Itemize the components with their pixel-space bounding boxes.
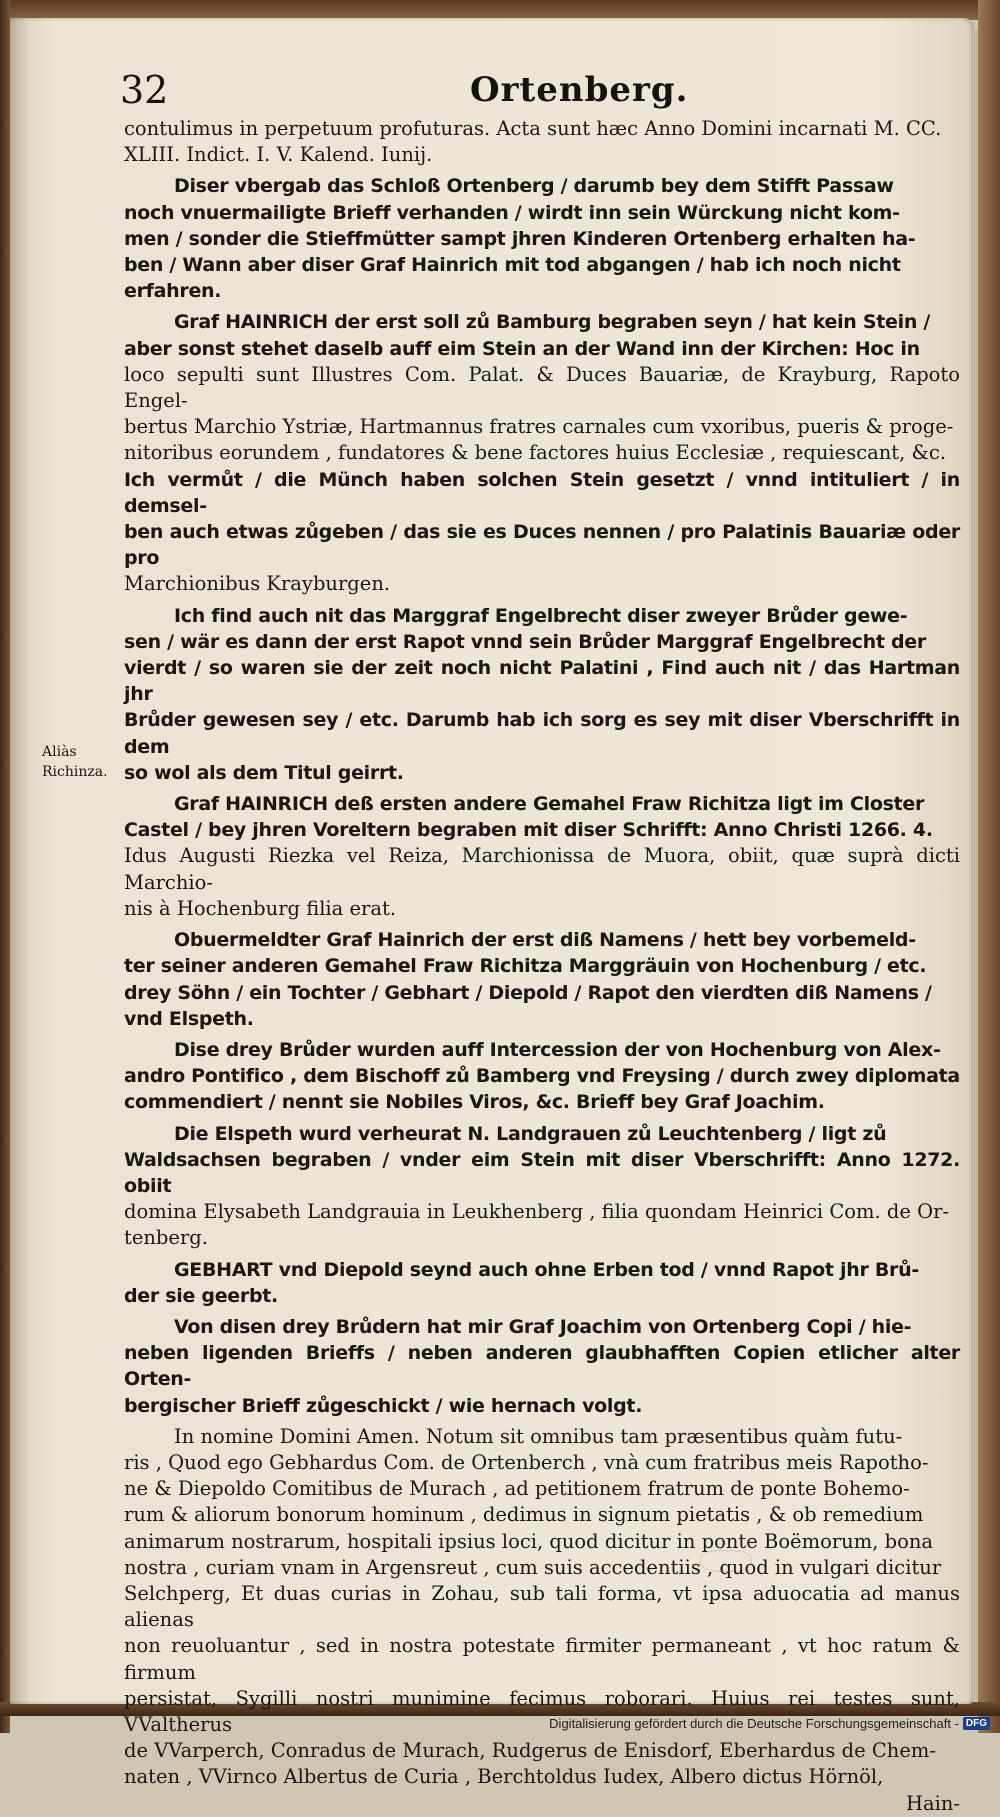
text-line: drey Söhn / ein Tochter / Gebhart / Diepold / Rapot den vierdten diß Namens / [124, 981, 932, 1004]
text-line: Ich find auch nit das Marggraf Engelbrecht diser zweyer Brůder gewe- [174, 604, 908, 627]
text-line: domina Elysabeth Landgrauia in Leukhenberg , filia quondam Heinrici Com. de Or- [124, 1200, 950, 1224]
footer-text: Digitalisierung gefördert durch die Deutsche Forschungsgemeinschaft - [549, 1716, 959, 1731]
text-line: erfahren. [124, 280, 222, 303]
text-line: commendiert / nennt sie Nobiles Viros, &c. Brieff bey Graf Joachim. [124, 1091, 825, 1114]
text-line: bertus Marchio Ystriæ, Hartmannus fratres carnales cum vxoribus, pueris & proge- [124, 415, 954, 439]
text-line: vnd Elspeth. [124, 1007, 254, 1030]
text-line: Brůder gewesen sey / etc. Darumb hab ich sorg es sey mit diser Vberschrifft in dem [124, 709, 960, 758]
text-line: noch vnuermailigte Brieff verhanden / wirdt inn sein Würckung nicht kom- [124, 201, 900, 224]
text-line: men / sonder die Stieffmütter sampt jhren Kinderen Ortenberg erhalten ha- [124, 227, 916, 250]
text-line: Idus Augusti Riezka vel Reiza, Marchionissa de Muora, obiit, quæ suprà dicti Marchio- [124, 844, 960, 894]
text-line: ben auch etwas zůgeben / das sie es Duces nennen / pro Palatinis Bauariæ oder pro [124, 521, 960, 570]
text-line: naten , VVirnco Albertus de Curia , Berchtoldus Iudex, Albero dictus Hörnöl, [124, 1765, 884, 1789]
text-line: Von disen drey Brůdern hat mir Graf Joachim von Ortenberg Copi / hie- [174, 1315, 912, 1338]
text-line: Graf HAINRICH der erst soll zů Bamburg begraben seyn / hat kein Stein / [174, 311, 930, 334]
book-cover-top [0, 0, 1000, 20]
text-line: Obuermeldter Graf Hainrich der erst diß Namens / hett bey vorbemeld- [174, 929, 916, 952]
page-text [124, 116, 960, 1817]
text-line: nis à Hochenburg filia erat. [124, 896, 397, 920]
text-line: aber sonst stehet daselb auff eim Stein an der Wand inn der Kirchen: Hoc in [124, 337, 920, 360]
book-cover-right [978, 0, 1000, 1733]
text-line: ben / Wann aber diser Graf Hainrich mit tod abgangen / hab ich noch nicht [124, 254, 901, 277]
text-line: Die Elspeth wurd verheurat N. Landgrauen zů Leuchtenberg / ligt zů [174, 1122, 887, 1145]
text-line: ter seiner anderen Gemahel Fraw Richitza Marggräuin von Hochenburg / etc. [124, 955, 927, 978]
running-head: Ortenberg. [470, 70, 689, 110]
page-header [120, 68, 960, 118]
text-line: Castel / bey jhren Voreltern begraben mit diser Schrifft: Anno Christi 1266. 4. [124, 819, 933, 842]
text-line: XLIII. Indict. I. V. Kalend. Iunij. [124, 143, 433, 167]
text-line: Marchionibus Krayburgen. [124, 572, 391, 596]
text-line: animarum nostrarum, hospitali ipsius loci, quod dicitur in ponte Boëmorum, bona [124, 1529, 934, 1553]
text-line: Graf HAINRICH deß ersten andere Gemahel Fraw Richitza ligt im Closter [174, 793, 925, 816]
text-line: so wol als dem Titul geirrt. [124, 761, 404, 784]
text-line: de VVarperch, Conradus de Murach, Rudgerus de Enisdorf, Eberhardus de Chem- [124, 1739, 936, 1763]
text-line: rum & aliorum bonorum hominum , dedimus in signum pietatis , & ob remedium [124, 1503, 924, 1527]
faint-stamp [700, 1550, 752, 1572]
text-line: tenberg. [124, 1226, 208, 1250]
dfg-logo: DFG [963, 1717, 990, 1730]
text-line: Diser vbergab das Schloß Ortenberg / darumb bey dem Stifft Passaw [174, 175, 894, 198]
text-line: GEBHART vnd Diepold seynd auch ohne Erben tod / vnnd Rapot jhr Brů- [174, 1258, 919, 1281]
text-line: der sie geerbt. [124, 1284, 278, 1307]
text-line: neben ligenden Brieffs / neben anderen glaubhafften Copien etlicher alter Orten- [124, 1342, 960, 1391]
text-line: Hain- [905, 1791, 960, 1815]
book-cover-left [0, 0, 10, 1733]
text-line: nitoribus eorundem , fundatores & bene factores huius Ecclesiæ , requiescant, &c. [124, 441, 947, 465]
text-line: loco sepulti sunt Illustres Com. Palat. & Duces Bauariæ, de Krayburg, Rapoto Engel- [124, 362, 960, 413]
text-line: contulimus in perpetuum profuturas. Acta sunt hæc Anno Domini incarnati M. CC. [124, 117, 942, 140]
text-line: nostra , curiam vnam in Argensreut , cum suis accedentiis , quod in vulgari dicitur [124, 1555, 942, 1579]
text-line: Dise drey Brůder wurden auff Intercession der von Hochenburg von Alex- [174, 1038, 941, 1061]
text-line: Selchperg, Et duas curias in Zohau, sub tali forma, vt ipsa aduocatia ad manus alienas [124, 1581, 960, 1632]
page-number: 32 [120, 68, 169, 112]
text-line: ris , Quod ego Gebhardus Com. de Ortenberch , vnà cum fratribus meis Rapotho- [124, 1450, 929, 1474]
text-line: non reuoluantur , sed in nostra potestate firmiter permaneant , vt hoc ratum & firmum [124, 1634, 960, 1684]
margin-note: Aliàs Richinza. [42, 744, 108, 780]
text-line: In nomine Domini Amen. Notum sit omnibus tam præsentibus quàm futu- [174, 1424, 903, 1448]
text-line: ne & Diepoldo Comitibus de Murach , ad petitionem fratrum de ponte Bohemo- [124, 1477, 910, 1501]
footer [549, 1716, 990, 1731]
text-line: persistat, Sygilli nostri munimine fecimus roborari. Huius rei testes sunt, VValtherus [124, 1686, 960, 1736]
text-line: bergischer Brieff zůgeschickt / wie hernach volgt. [124, 1394, 643, 1417]
text-line: vierdt / so waren sie der zeit noch nicht Palatini , Find auch nit / das Hartman jhr [124, 657, 960, 706]
text-line: Waldsachsen begraben / vnder eim Stein mit diser Vberschrifft: Anno 1272. obiit [124, 1148, 960, 1197]
text-line: Ich vermůt / die Münch haben solchen Stein gesetzt / vnnd intituliert / in demsel- [124, 468, 960, 517]
page-edge [973, 30, 977, 1700]
text-line: andro Pontifico , dem Bischoff zů Bamberg vnd Freysing / durch zwey diplomata [124, 1065, 960, 1088]
text-line: sen / wär es dann der erst Rapot vnnd sein Brůder Marggraf Engelbrecht der [124, 630, 926, 653]
